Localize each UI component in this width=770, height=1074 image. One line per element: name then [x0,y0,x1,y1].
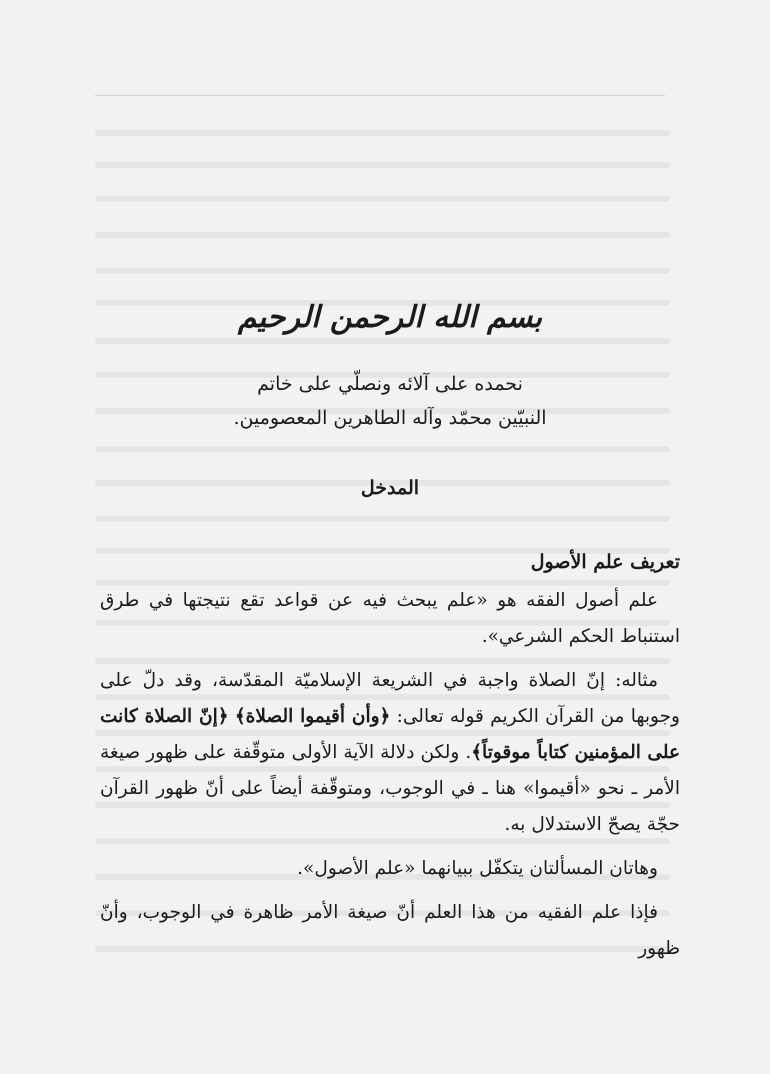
paragraph-two-questions: وهاتان المسألتان يتكفّل ببيانهما «علم الأصول». [297,858,658,879]
basmala-heading: بسم الله الرحمن الرحيم [237,300,543,335]
quran-quote-1: ﴿وأن أقيموا الصلاة﴾ [234,706,391,727]
paragraph-example-part1: مثاله: إنّ الصلاة واجبة في الشريعة الإسلاميّة المقدّسة، وقد دلّ على وجوبها من القرآن الكريم قوله تعالى: [100,670,680,727]
paragraph-example [100,663,680,843]
subheading: تعريف علم الأصول [530,551,680,573]
paragraph-example-part2: . ولكن دلالة الآية الأولى متوقّفة على ظهور صيغة الأمر ـ نحو «أقيموا» هنا ـ في الوجوب، ومتوقّفة أيضاً على أنّ ظهور القرآن حجّة يصحّ الاستدلال به. [100,742,680,835]
doxology-block [100,367,680,435]
quran-quote-2: ﴿إنّ الصلاة كانت على المؤمنين كتاباً موقوتاً﴾ [100,706,680,763]
show-through-header-rule [95,95,665,96]
paragraph-continuation: فإذا علم الفقيه من هذا العلم أنّ صيغة الأمر ظاهرة في الوجوب، وأنّ ظهور [100,902,680,959]
section-title: المدخل [360,477,420,499]
page-content [100,300,680,967]
doxology-line-1: نحمده على آلائه ونصلّي على خاتم [257,373,523,395]
doxology-line-2: النبيّين محمّد وآله الطاهرين المعصومين. [233,407,547,429]
paragraph-definition: علم أصول الفقه هو «علم يبحث فيه عن قواعد تقع نتيجتها في طرق استنباط الحكم الشرعي». [100,590,680,647]
